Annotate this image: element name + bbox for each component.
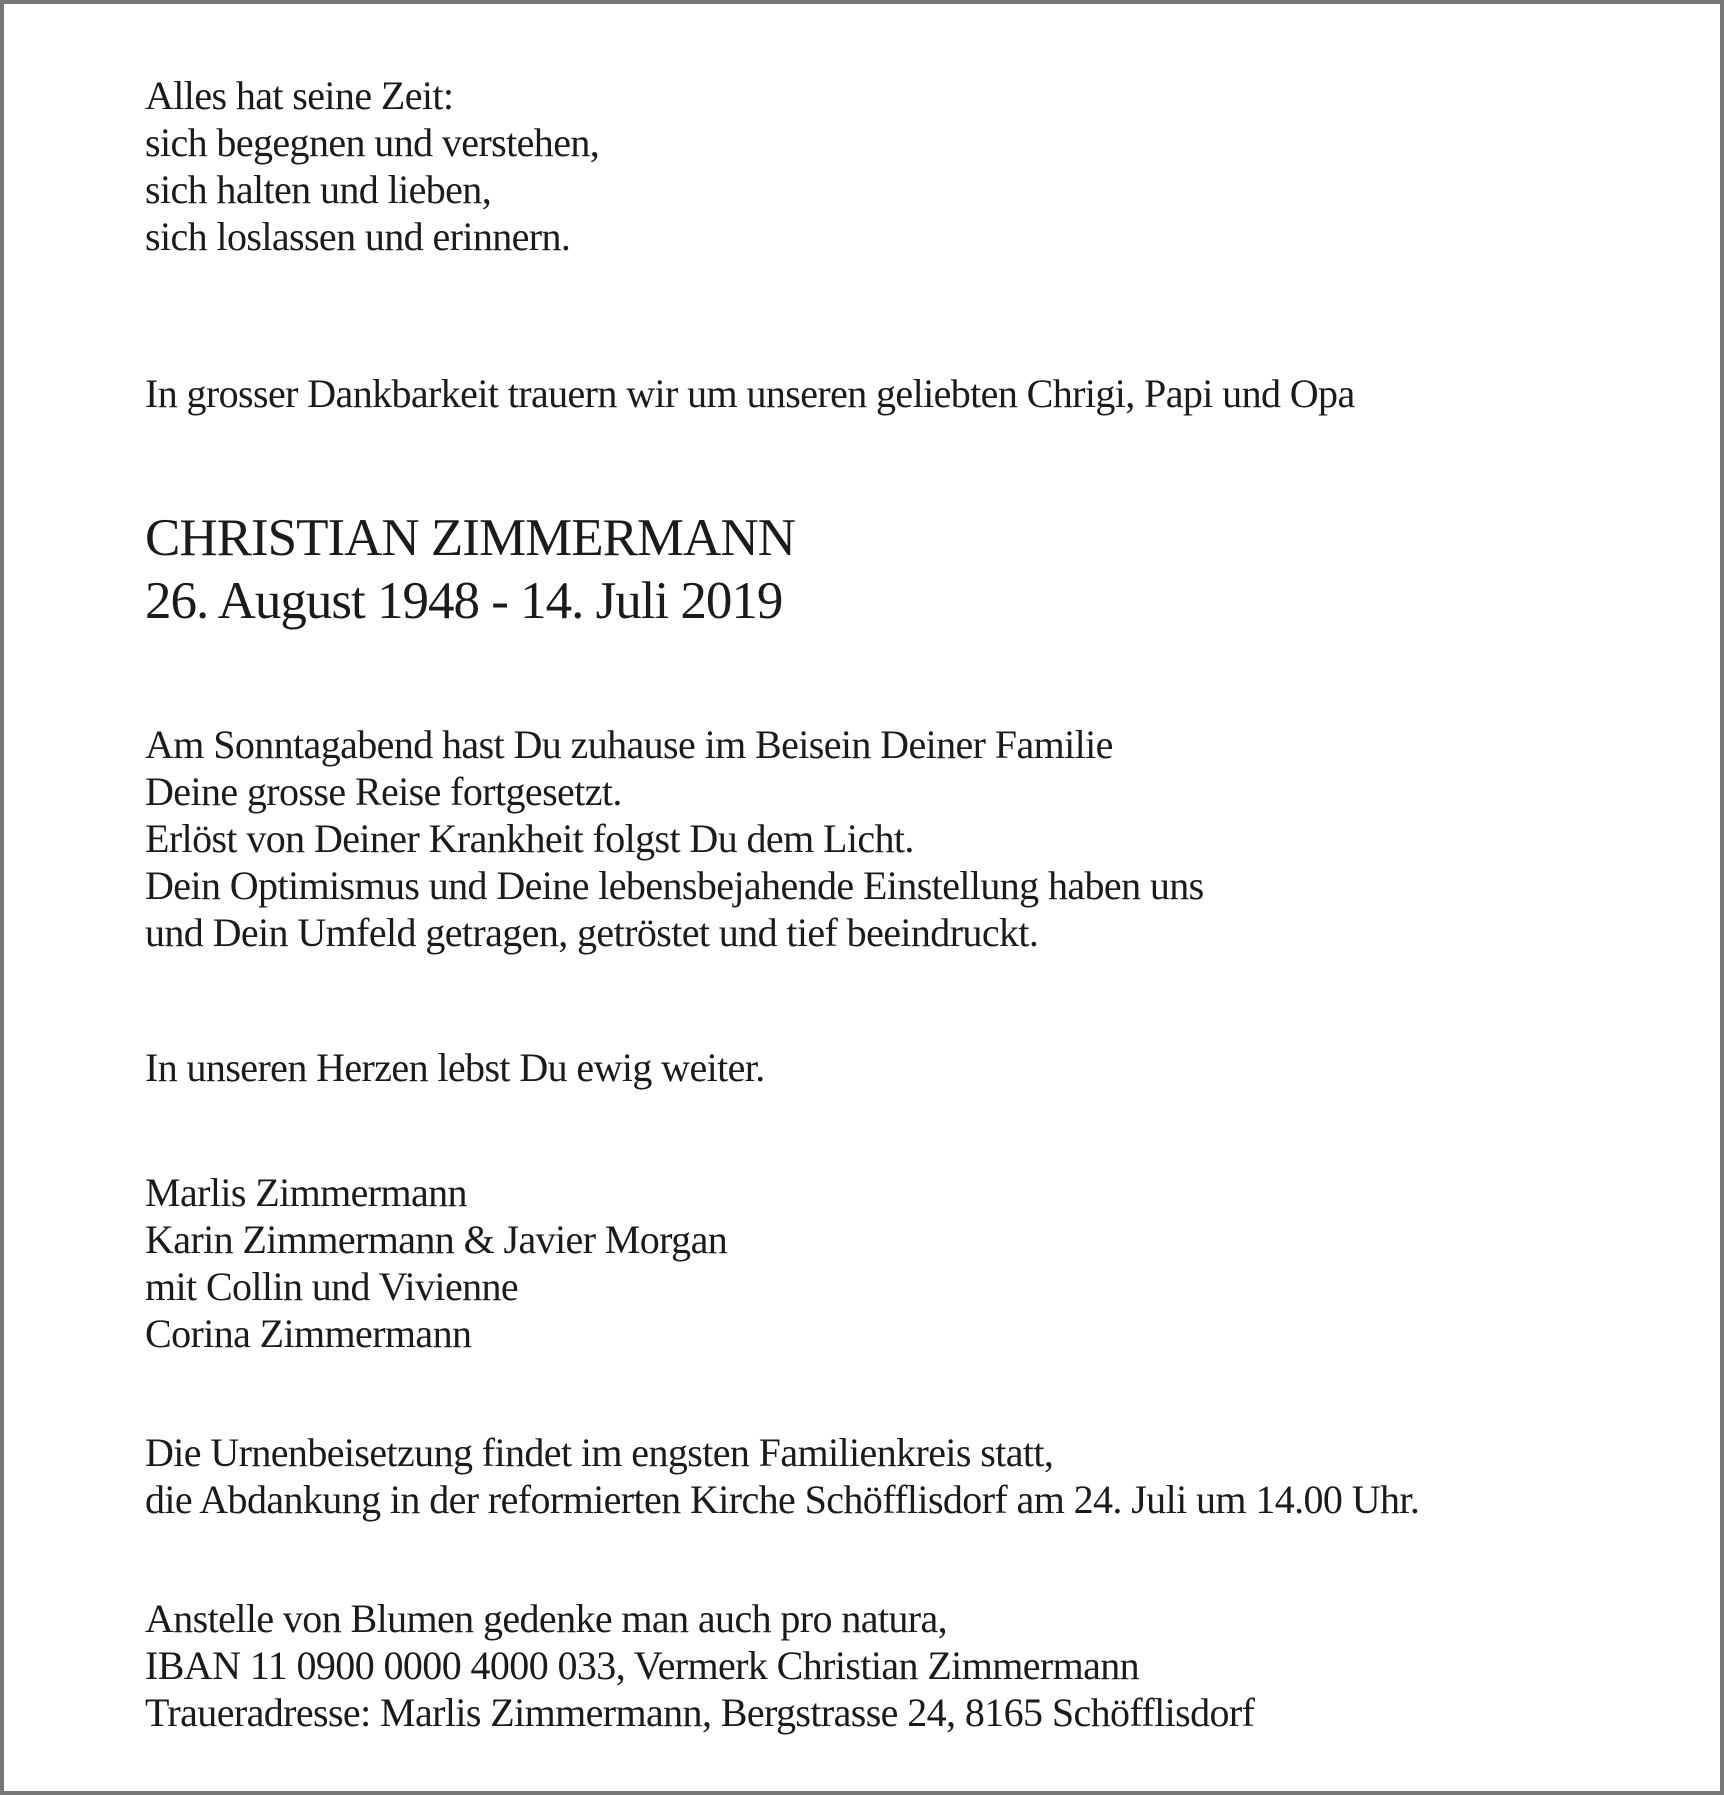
remembrance-text: In unseren Herzen lebst Du ewig weiter. xyxy=(145,1045,765,1090)
poem-line: sich halten und lieben, xyxy=(145,167,492,212)
obituary-content xyxy=(4,4,1720,1736)
family-member: Marlis Zimmermann xyxy=(145,1170,467,1215)
mourning-intro-text: In grosser Dankbarkeit trauern wir um unseren geliebten Chrigi, Papi und Opa xyxy=(145,371,1355,416)
family-member: Corina Zimmermann xyxy=(145,1311,472,1356)
tribute-line: und Dein Umfeld getragen, getröstet und tief beeindruckt. xyxy=(145,910,1039,955)
family-member: Karin Zimmermann & Javier Morgan xyxy=(145,1217,728,1262)
deceased-header xyxy=(145,507,1600,633)
donation-line: Traueradresse: Marlis Zimmermann, Bergstrasse 24, 8165 Schöfflisdorf xyxy=(145,1690,1255,1735)
opening-poem xyxy=(145,72,1600,260)
poem-line: Alles hat seine Zeit: xyxy=(145,73,454,118)
tribute-line: Deine grosse Reise fortgesetzt. xyxy=(145,769,622,814)
deceased-dates: 26. August 1948 - 14. Juli 2019 xyxy=(145,572,783,630)
tribute-line: Am Sonntagabend hast Du zuhause im Beisein Deiner Familie xyxy=(145,722,1113,767)
tribute-paragraph xyxy=(145,721,1600,956)
service-details xyxy=(145,1429,1600,1523)
donation-line: IBAN 11 0900 0000 4000 033, Vermerk Christian Zimmermann xyxy=(145,1643,1140,1688)
tribute-line: Dein Optimismus und Deine lebensbejahende Einstellung haben uns xyxy=(145,863,1204,908)
poem-line: sich loslassen und erinnern. xyxy=(145,214,571,259)
service-line: Die Urnenbeisetzung findet im engsten Familienkreis statt, xyxy=(145,1430,1054,1475)
family-list xyxy=(145,1169,1600,1357)
poem-line: sich begegnen und verstehen, xyxy=(145,120,600,165)
mourning-intro xyxy=(145,370,1600,417)
tribute-line: Erlöst von Deiner Krankheit folgst Du dem Licht. xyxy=(145,816,914,861)
deceased-name: CHRISTIAN ZIMMERMANN xyxy=(145,509,795,567)
family-member: mit Collin und Vivienne xyxy=(145,1264,519,1309)
service-line: die Abdankung in der reformierten Kirche Schöfflisdorf am 24. Juli um 14.00 Uhr. xyxy=(145,1477,1420,1522)
donation-details xyxy=(145,1595,1600,1736)
remembrance-sentence xyxy=(145,1044,1600,1091)
donation-line: Anstelle von Blumen gedenke man auch pro natura, xyxy=(145,1596,948,1641)
